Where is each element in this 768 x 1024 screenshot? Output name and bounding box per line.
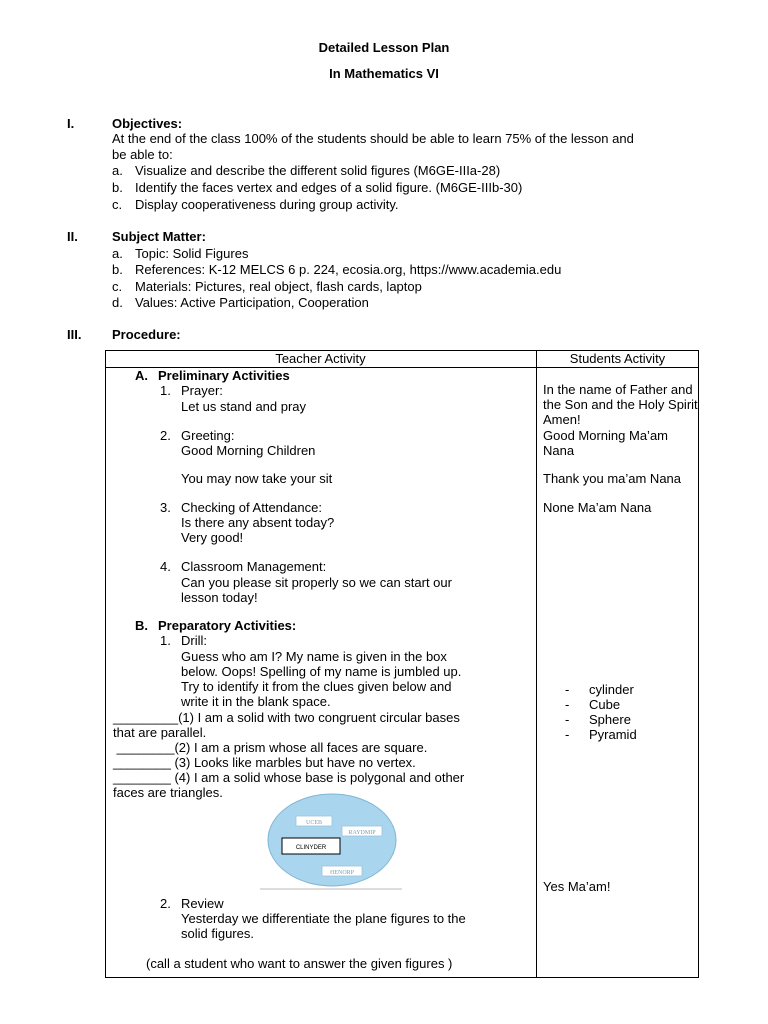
answer-item: cylinder xyxy=(589,682,634,697)
prayer-text: Let us stand and pray xyxy=(181,399,307,414)
word-label: RAYDMIP xyxy=(348,830,376,836)
objectives-intro-line-1: At the end of the class 100% of the students should be able to learn 75% of the lesson and xyxy=(112,131,634,146)
word-label: CLINYDER xyxy=(295,845,327,851)
jumbled-words-diagram xyxy=(258,788,404,892)
drill-text-2: below. Oops! Spelling of my name is jumbled up. xyxy=(181,664,462,679)
column-header-teacher: Teacher Activity xyxy=(275,351,366,366)
student-prayer-line-3: Amen! xyxy=(543,412,581,427)
step-number: 4. xyxy=(160,559,171,574)
drill-text-1: Guess who am I? My name is given in the box xyxy=(181,649,447,664)
objective-letter: b. xyxy=(112,180,123,195)
sit-text: You may now take your sit xyxy=(181,471,333,486)
greeting-text: Good Morning Children xyxy=(181,443,316,458)
subject-letter: a. xyxy=(112,246,123,261)
drill-text-4: write it in the blank space. xyxy=(181,694,331,709)
answer-dash: - xyxy=(565,697,570,712)
clue-1-line-1: _________(1) I am a solid with two congruent circular bases xyxy=(113,710,460,725)
student-attendance-answer: None Ma’am Nana xyxy=(543,500,652,515)
subject-letter: b. xyxy=(112,262,123,277)
review-text-2: solid figures. xyxy=(181,926,254,941)
subject-item: References: K-12 MELCS 6 p. 224, ecosia.org, https://www.academia.edu xyxy=(135,262,562,277)
objective-letter: a. xyxy=(112,163,123,178)
table-column-divider xyxy=(536,351,537,977)
answer-dash: - xyxy=(565,682,570,697)
student-thanks: Thank you ma’am Nana xyxy=(543,471,682,486)
section-numeral-procedure: III. xyxy=(67,327,82,342)
answer-dash: - xyxy=(565,727,570,742)
document-subtitle: In Mathematics VI xyxy=(329,66,439,81)
attendance-question: Is there any absent today? xyxy=(181,515,335,530)
objectives-intro-line-2: be able to: xyxy=(112,147,173,162)
step-number: 2. xyxy=(160,428,171,443)
section-heading-objectives: Objectives: xyxy=(112,116,183,131)
step-number: 3. xyxy=(160,500,171,515)
clue-1-line-2: that are parallel. xyxy=(113,725,207,740)
subject-letter: d. xyxy=(112,295,123,310)
subsection-title-preparatory: Preparatory Activities: xyxy=(158,618,297,633)
student-greeting-line-2: Nana xyxy=(543,443,575,458)
section-numeral-objectives: I. xyxy=(67,116,75,131)
section-numeral-subject-matter: II. xyxy=(67,229,78,244)
step-title-review: Review xyxy=(181,896,224,911)
section-heading-procedure: Procedure: xyxy=(112,327,181,342)
objective-item: Identify the faces vertex and edges of a solid figure. (M6GE-IIIb-30) xyxy=(135,180,523,195)
step-number: 2. xyxy=(160,896,171,911)
subject-item: Values: Active Participation, Cooperation xyxy=(135,295,369,310)
call-student-instruction: (call a student who want to answer the given figures ) xyxy=(146,956,453,971)
answer-item: Sphere xyxy=(589,712,631,727)
objective-item: Visualize and describe the different solid figures (M6GE-IIIa-28) xyxy=(135,163,501,178)
step-number: 1. xyxy=(160,633,171,648)
classroom-management-text-1: Can you please sit properly so we can start our xyxy=(181,575,452,590)
clue-4-line-2: faces are triangles. xyxy=(113,785,223,800)
step-title-attendance: Checking of Attendance: xyxy=(181,500,322,515)
document-title: Detailed Lesson Plan xyxy=(318,40,450,55)
word-label: HENORP xyxy=(329,870,355,876)
column-header-students: Students Activity xyxy=(569,351,666,366)
objective-item: Display cooperativeness during group activity. xyxy=(135,197,399,212)
subject-item: Topic: Solid Figures xyxy=(135,246,249,261)
section-heading-subject-matter: Subject Matter: xyxy=(112,229,206,244)
answer-item: Cube xyxy=(589,697,621,712)
student-prayer-line-1: In the name of Father and xyxy=(543,382,693,397)
subsection-title-preliminary: Preliminary Activities xyxy=(158,368,290,383)
subject-letter: c. xyxy=(112,279,123,294)
step-title-greeting: Greeting: xyxy=(181,428,235,443)
subject-item: Materials: Pictures, real object, flash cards, laptop xyxy=(135,279,422,294)
clue-3: ________ (3) Looks like marbles but have no vertex. xyxy=(113,755,416,770)
step-title-drill: Drill: xyxy=(181,633,207,648)
classroom-management-text-2: lesson today! xyxy=(181,590,258,605)
objective-letter: c. xyxy=(112,197,123,212)
step-number: 1. xyxy=(160,383,171,398)
student-prayer-line-2: the Son and the Holy Spirit xyxy=(543,397,698,412)
answer-item: Pyramid xyxy=(589,727,637,742)
subsection-letter: A. xyxy=(135,368,148,383)
student-greeting-line-1: Good Morning Ma’am xyxy=(543,428,668,443)
clue-4-line-1: ________ (4) I am a solid whose base is polygonal and other xyxy=(113,770,465,785)
student-review-answer: Yes Ma’am! xyxy=(543,879,611,894)
clue-2: ________(2) I am a prism whose all faces are square. xyxy=(113,740,428,755)
review-text-1: Yesterday we differentiate the plane figures to the xyxy=(181,911,466,926)
subsection-letter: B. xyxy=(135,618,148,633)
attendance-praise: Very good! xyxy=(181,530,244,545)
step-title-classroom-management: Classroom Management: xyxy=(181,559,327,574)
drill-text-3: Try to identify it from the clues given below and xyxy=(181,679,452,694)
step-title-prayer: Prayer: xyxy=(181,383,223,398)
answer-dash: - xyxy=(565,712,570,727)
word-label: UCEB xyxy=(305,820,323,826)
